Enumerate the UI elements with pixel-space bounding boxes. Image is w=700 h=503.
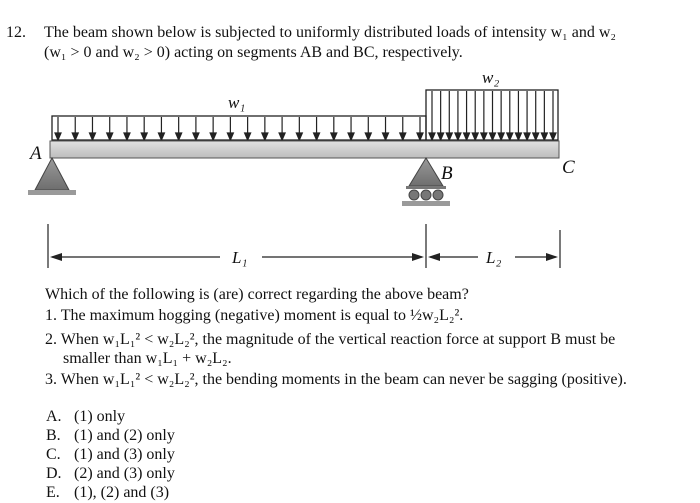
load-arrowhead	[550, 133, 556, 140]
option-text: (1), (2) and (3)	[74, 484, 170, 501]
load-arrowhead	[124, 133, 130, 140]
statement-text: When w₁L₁² < w₂L₂², the magnitude of the vertical reaction force at support B must be	[60, 331, 616, 348]
statement-2-continuation: smaller than w₁L₁ + w₂L₂.	[63, 350, 232, 367]
option-letter: C.	[46, 446, 61, 463]
load-arrowhead	[141, 133, 147, 140]
question-prompt: Which of the following is (are) correct regarding the above beam?	[45, 286, 469, 303]
option-text: (2) and (3) only	[74, 465, 175, 482]
option-b[interactable]	[46, 426, 175, 445]
option-letter: B.	[46, 427, 61, 444]
load-arrowhead	[55, 133, 61, 140]
load-arrowhead	[245, 133, 251, 140]
load-arrowhead	[515, 133, 521, 140]
statement-2	[45, 330, 615, 350]
option-letter: D.	[46, 465, 62, 482]
option-text: (1) and (3) only	[74, 446, 175, 463]
load-arrowhead	[524, 133, 530, 140]
statement-3	[45, 370, 627, 390]
point-label-c: C	[562, 157, 575, 178]
statement-number: 3.	[45, 371, 57, 388]
load-arrowhead	[72, 133, 78, 140]
load-arrowhead	[89, 133, 95, 140]
load-arrowhead	[400, 133, 406, 140]
load-arrowhead	[438, 133, 444, 140]
option-d[interactable]	[46, 464, 175, 483]
statement-number: 2.	[45, 331, 57, 348]
load-arrowhead	[262, 133, 268, 140]
option-letter: E.	[46, 484, 60, 501]
load-arrowhead	[417, 133, 423, 140]
dimension-lines	[48, 224, 560, 268]
load-arrowhead	[541, 133, 547, 140]
distributed-load-w2	[426, 90, 558, 140]
load-arrowhead	[383, 133, 389, 140]
load-arrowhead	[481, 133, 487, 140]
load-arrowhead	[490, 133, 496, 140]
load-arrowhead	[429, 133, 435, 140]
option-c[interactable]	[46, 445, 175, 464]
load-arrowhead	[279, 133, 285, 140]
question-number: 12.	[6, 24, 26, 41]
distributed-load-w1	[52, 116, 426, 140]
statement-formula: ½w₂L₂².	[409, 307, 464, 324]
load-arrowhead	[464, 133, 470, 140]
option-text: (1) only	[74, 408, 126, 425]
load-arrowhead	[472, 133, 478, 140]
load-arrowhead	[107, 133, 113, 140]
load-label-w1: w₁	[228, 93, 246, 112]
load-arrowhead	[227, 133, 233, 140]
question-text-line1: The beam shown below is subjected to uniformly distributed loads of intensity w₁ and w₂	[44, 24, 616, 41]
statement-text: The maximum hogging (negative) moment is equal to	[60, 307, 410, 324]
load-arrowhead	[446, 133, 452, 140]
load-arrowhead	[455, 133, 461, 140]
load-arrowhead	[498, 133, 504, 140]
beam	[50, 141, 559, 158]
question-text-line2: (w₁ > 0 and w₂ > 0) acting on segments AB and BC, respectively.	[44, 44, 463, 61]
load-arrowhead	[210, 133, 216, 140]
option-letter: A.	[46, 408, 62, 425]
span-label-l1: L₁	[232, 248, 248, 267]
load-arrowhead	[176, 133, 182, 140]
statement-text: When w₁L₁² < w₂L₂², the bending moments in the beam can never be sagging (positive).	[60, 371, 627, 388]
load-arrowhead	[158, 133, 164, 140]
load-label-w2: w₂	[482, 68, 500, 87]
point-label-a: A	[30, 143, 42, 164]
load-arrowhead	[193, 133, 199, 140]
load-arrowhead	[348, 133, 354, 140]
statement-number: 1.	[45, 307, 57, 324]
option-text: (1) and (2) only	[74, 427, 175, 444]
statement-1	[45, 306, 463, 326]
option-a[interactable]	[46, 407, 125, 426]
load-arrowhead	[296, 133, 302, 140]
point-label-b: B	[441, 163, 453, 184]
load-arrowhead	[507, 133, 513, 140]
load-arrowhead	[314, 133, 320, 140]
span-label-l2: L₂	[486, 248, 502, 267]
load-arrowhead	[533, 133, 539, 140]
option-e[interactable]	[46, 483, 169, 502]
load-arrowhead	[331, 133, 337, 140]
load-arrowhead	[365, 133, 371, 140]
